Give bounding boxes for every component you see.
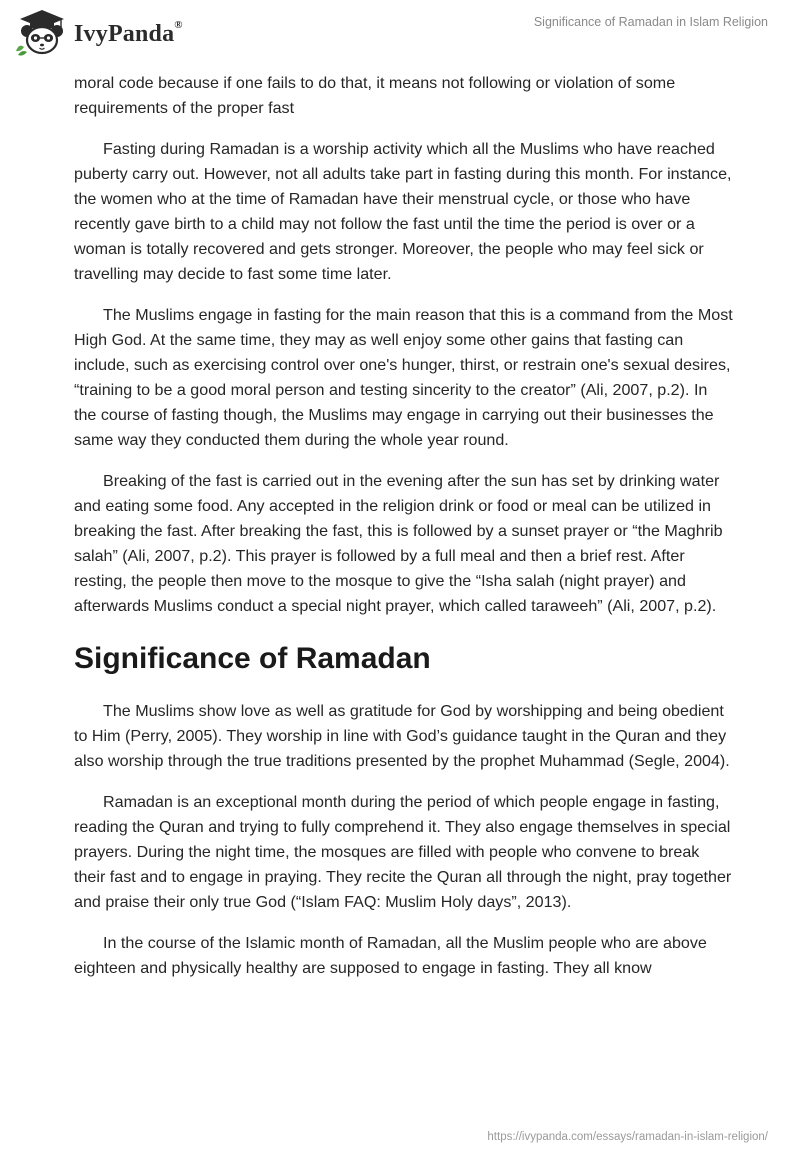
paragraph: Breaking of the fast is carried out in the evening after the sun has set by drinking water and eating some food. Any accepted in the religion drink or food or meal can be utilized in breaking the fast. After breaking the fast, this is followed by a sunset prayer or “the Maghrib salah” (Ali, 2007, p.2). This prayer is followed by a full meal and then a brief rest. After resting, the people then move to the mosque to give the “Isha salah (night prayer) and afterwards Muslims conduct a special night prayer, which called taraweeh” (Ali, 2007, p.2). — [74, 472, 723, 615]
logo-text: IvyPanda® — [74, 18, 183, 47]
paragraph: In the course of the Islamic month of Ramadan, all the Muslim people who are above eighteen and physically healthy are supposed to engage in fasting. They all know — [74, 934, 707, 977]
document-title: Significance of Ramadan in Islam Religion — [533, 15, 768, 29]
paragraph: Ramadan is an exceptional month during the period of which people engage in fasting, reading the Quran and trying to fully comprehend it. They also engage themselves in special prayers. During the night time, the mosques are filled with people who convene to break their fast and to engage in praying. They recite the Quran all through the night, pray together and praise their only true God (“Islam FAQ: Muslim Holy days”, 2013). — [74, 793, 732, 911]
registered-mark: ® — [174, 18, 183, 31]
page-header — [0, 0, 800, 62]
paragraph: The Muslims engage in fasting for the main reason that this is a command from the Most High God. At the same time, they may as well enjoy some other gains that fasting can include, such as exercising control over one's hunger, thirst, or restrain one's sexual desires, “training to be a good moral person and testing sincerity to the creator” (Ali, 2007, p.2). In the course of fasting though, the Muslims may engage in carrying out their businesses the same way they conducted them during the whole year round. — [74, 306, 733, 449]
paragraph: The Muslims show love as well as gratitude for God by worshipping and being obedient to Him (Perry, 2005). They worship in line with God’s guidance taught in the Quran and they also worship through the true traditions presented by the prophet Muhammad (Segle, 2004). — [74, 702, 730, 770]
essay-content — [74, 71, 734, 997]
section-heading: Significance of Ramadan — [74, 642, 431, 675]
ivypanda-logo[interactable] — [14, 7, 183, 57]
panda-graduate-icon — [14, 7, 70, 57]
paragraph: Fasting during Ramadan is a worship activity which all the Muslims who have reached puberty carry out. However, not all adults take part in fasting during this month. For instance, the women who at the time of Ramadan have their menstrual cycle, or those who have recently gave birth to a child may not follow the fast until the time the period is over or a woman is totally recovered and gets stronger. Moreover, the people who may feel sick or travelling may decide to fast some time later. — [74, 140, 732, 283]
paragraph-continuation: moral code because if one fails to do that, it means not following or violation of some requirements of the proper fast — [74, 74, 676, 117]
source-url: https://ivypanda.com/essays/ramadan-in-islam-religion/ — [487, 1131, 768, 1143]
